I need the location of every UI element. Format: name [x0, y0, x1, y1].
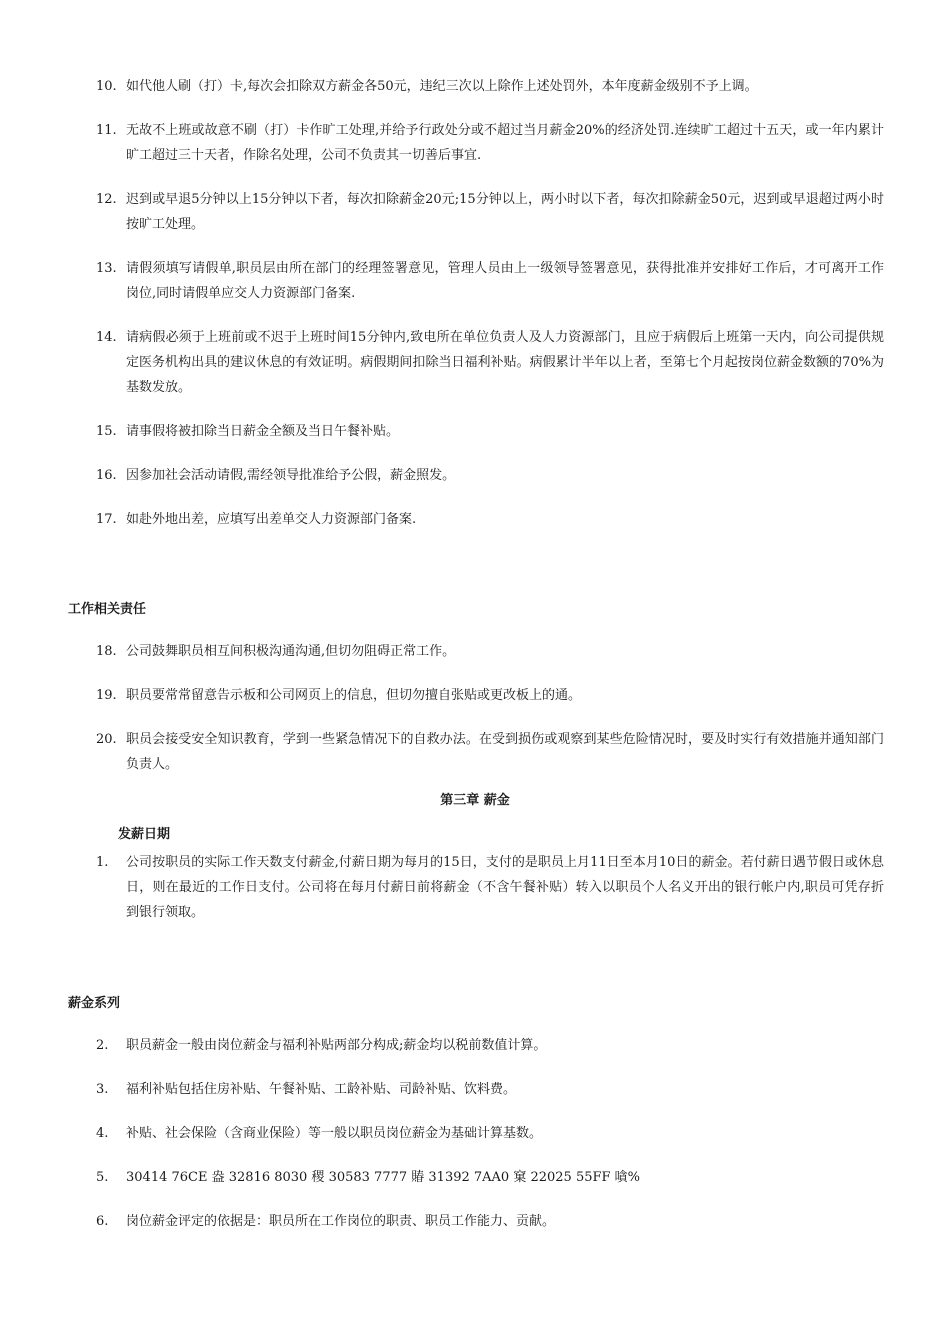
item-number: 20. — [96, 732, 117, 747]
item-text: 公司鼓舞职员相互间积极沟通沟通,但切勿阻碍正常工作。 — [126, 644, 456, 659]
item-text: 福利补贴包括住房补贴、午餐补贴、工龄补贴、司龄补贴、饮料费。 — [126, 1082, 517, 1097]
list-item — [96, 1033, 884, 1058]
list-item — [96, 256, 884, 306]
item-number: 1. — [96, 855, 109, 870]
item-number: 18. — [96, 644, 117, 659]
list-item — [96, 1077, 884, 1102]
item-number: 19. — [96, 688, 117, 703]
item-text: 迟到或早退5分钟以上15分钟以下者，每次扣除薪金20元;15分钟以上，两小时以下者，每次扣除薪金50元，迟到或早退超过两小时按旷工处理。 — [126, 192, 884, 232]
section-heading: 工作相关责任 — [68, 602, 147, 617]
item-text: 如代他人刷（打）卡,每次会扣除双方薪金各50元，违纪三次以上除作上述处罚外，本年度薪金级别不予上调。 — [126, 79, 758, 94]
list-item — [96, 1165, 884, 1190]
item-number: 3. — [96, 1082, 109, 1097]
item-text: 如赴外地出差，应填写出差单交人力资源部门备案. — [126, 512, 417, 527]
list-item — [96, 507, 884, 532]
item-number: 14. — [96, 330, 117, 345]
item-text: 请假须填写请假单,职员层由所在部门的经理签署意见，管理人员由上一级领导签署意见，获得批准并安排好工作后，才可离开工作岗位,同时请假单应交人力资源部门备案. — [126, 261, 884, 301]
item-text: 请事假将被扣除当日薪金全额及当日午餐补贴。 — [126, 424, 400, 439]
item-text: 职员要常常留意告示板和公司网页上的信息，但切勿擅自张贴或更改板上的通。 — [126, 688, 582, 703]
list-item — [96, 463, 884, 488]
item-number: 5. — [96, 1170, 109, 1185]
item-number: 17. — [96, 512, 117, 527]
section-heading: 薪金系列 — [68, 996, 121, 1011]
item-text: 职员会接受安全知识教育，学到一些紧急情况下的自救办法。在受到损伤或观察到某些危险情况时，要及时实行有效措施并通知部门负责人。 — [126, 732, 884, 772]
item-number: 16. — [96, 468, 117, 483]
list-item — [96, 419, 884, 444]
item-text: 公司按职员的实际工作天数支付薪金,付薪日期为每月的15日，支付的是职员上月11日至本月10日的薪金。若付薪日遇节假日或休息日，则在最近的工作日支付。公司将在每月付薪日前将薪金（不含午餐补贴）转入以职员个人名义开出的银行帐户内,职员可凭存折到银行领取。 — [126, 855, 884, 920]
list-item — [96, 74, 884, 99]
item-number: 15. — [96, 424, 117, 439]
item-number: 10. — [96, 79, 117, 94]
chapter-title: 第三章 薪金 — [440, 793, 510, 808]
item-text: 职员薪金一般由岗位薪金与福利补贴两部分构成;薪金均以税前数值计算。 — [126, 1038, 547, 1053]
list-item — [96, 727, 884, 777]
item-number: 4. — [96, 1126, 109, 1141]
item-text: 无故不上班或故意不刷（打）卡作旷工处理,并给予行政处分或不超过当月薪金20%的经济处罚.连续旷工超过十五天，或一年内累计旷工超过三十天者，作除名处理，公司不负责其一切善后事宜. — [126, 123, 884, 163]
list-item — [96, 1209, 884, 1234]
item-number: 6. — [96, 1214, 109, 1229]
item-number: 12. — [96, 192, 117, 207]
list-item — [96, 639, 884, 664]
list-item — [96, 1121, 884, 1146]
list-item — [96, 850, 884, 925]
item-number: 2. — [96, 1038, 109, 1053]
list-item — [96, 118, 884, 168]
list-item — [96, 683, 884, 708]
item-text: 请病假必须于上班前或不迟于上班时间15分钟内,致电所在单位负责人及人力资源部门，且应于病假后上班第一天内，向公司提供规定医务机构出具的建议休息的有效证明。病假期间扣除当日福利补贴。病假累计半年以上者，至第七个月起按岗位薪金数额的70%为基数发放。 — [126, 330, 884, 395]
item-text: 补贴、社会保险（含商业保险）等一般以职员岗位薪金为基础计算基数。 — [126, 1126, 543, 1141]
section-heading: 发薪日期 — [118, 827, 171, 842]
item-text: 30414 76CE 盎 32816 8030 稷 30583 7777 賰 31392 7AA0 窠 22025 55FF 嗿% — [126, 1170, 641, 1185]
item-number: 13. — [96, 261, 117, 276]
item-text: 因参加社会活动请假,需经领导批准给予公假，薪金照发。 — [126, 468, 456, 483]
list-item — [96, 325, 884, 400]
item-number: 11. — [96, 123, 117, 138]
item-text: 岗位薪金评定的依据是：职员所在工作岗位的职责、职员工作能力、贡献。 — [126, 1214, 556, 1229]
list-item — [96, 187, 884, 237]
